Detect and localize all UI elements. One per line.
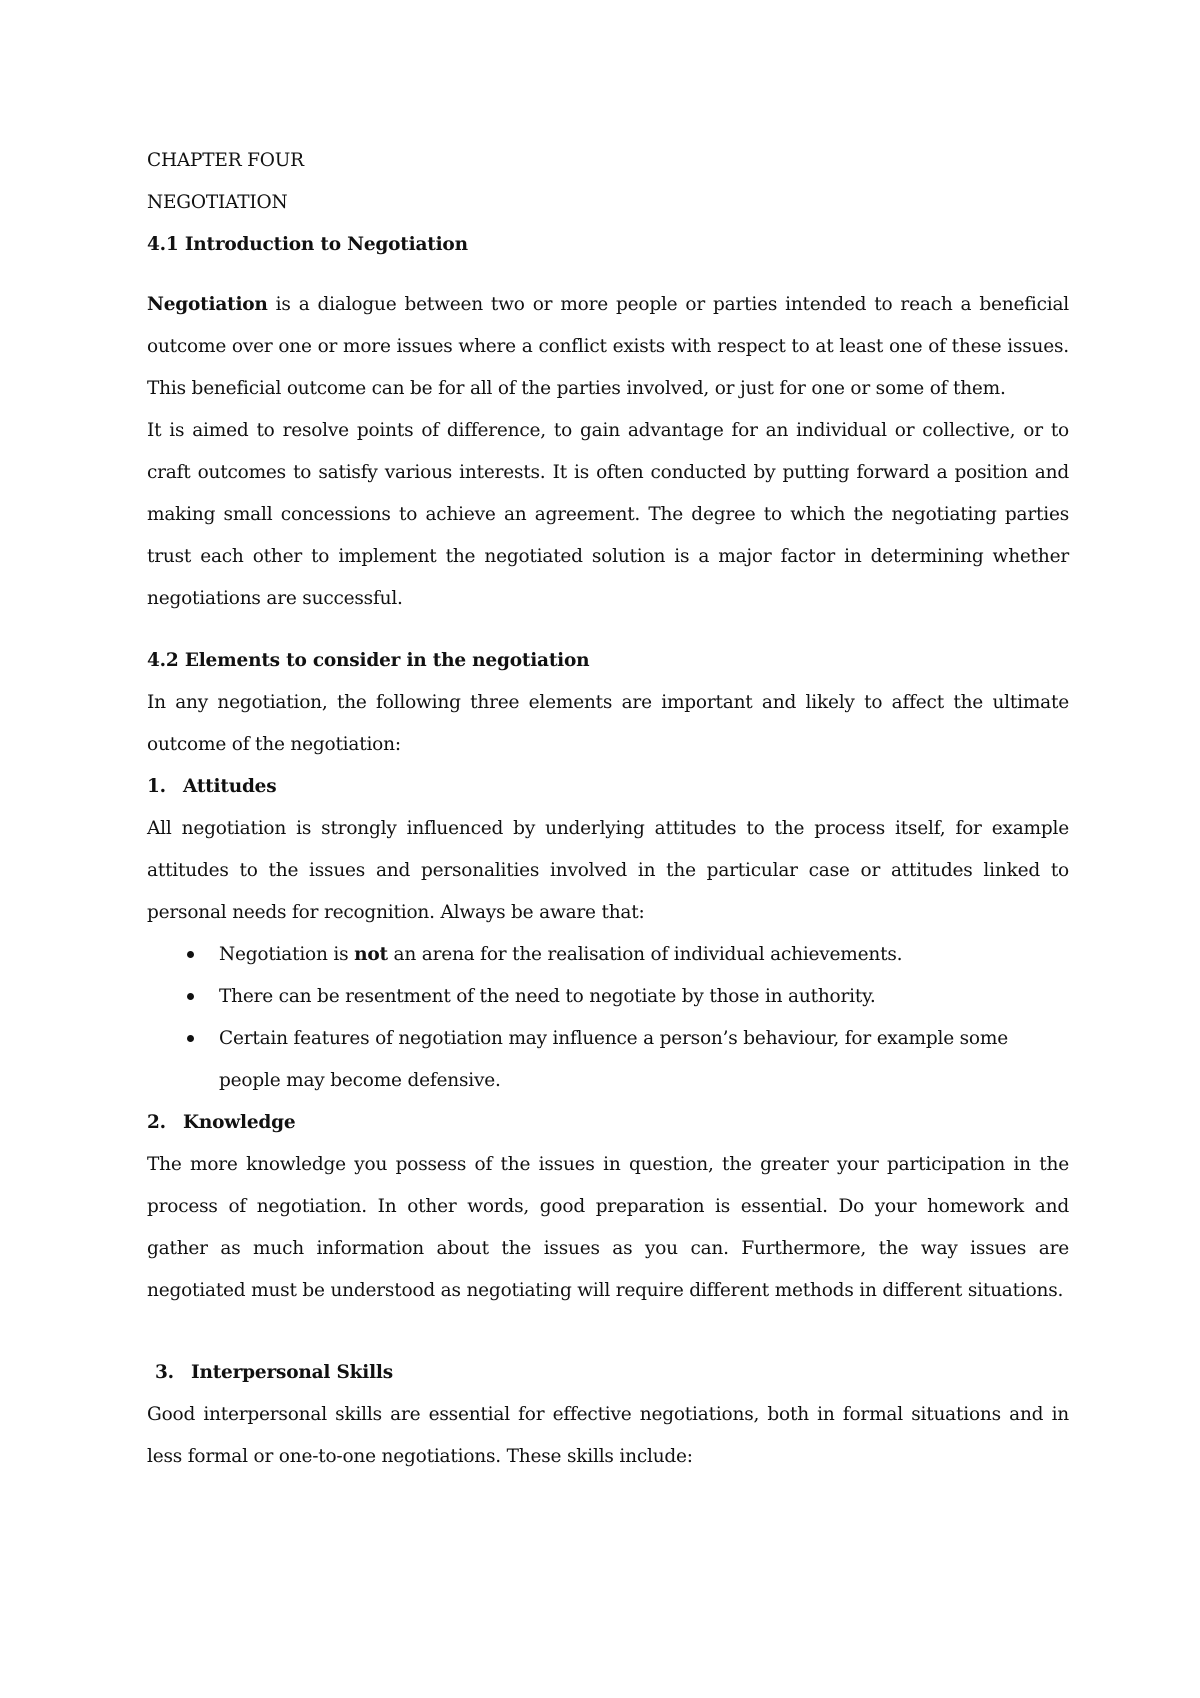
attitudes-heading xyxy=(147,766,1069,808)
knowledge-paragraph: The more knowledge you possess of the issues in question, the greater your participation in the process of negotiation. In other words, good preparation is essential. Do your homework and gather as much information about the issues as you can. Furthermore, the way issues are negotiated must be understood as negotiating will require different methods in different situations. xyxy=(147,1154,1069,1301)
bullet-icon xyxy=(187,951,194,958)
intro-paragraph-2: It is aimed to resolve points of difference, to gain advantage for an individual or collective, or to craft outcomes to satisfy various interests. It is often conducted by putting forward a position and making small concessions to achieve an agreement. The degree to which the negotiating parties trust each other to implement the negotiated solution is a major factor in determining whether negotiations are successful. xyxy=(147,420,1069,609)
section-4-1-heading: 4.1 Introduction to Negotiation xyxy=(147,234,468,255)
chapter-title: NEGOTIATION xyxy=(147,192,288,213)
list-item: There can be resentment of the need to negotiate by those in authority. xyxy=(147,976,1069,1018)
list-item: Certain features of negotiation may influence a person’s behaviour, for example some people may become defensive. xyxy=(147,1018,1069,1102)
knowledge-number: 2. xyxy=(147,1112,166,1133)
intro-paragraph-1-text: is a dialogue between two or more people or parties intended to reach a beneficial outcome over one or more issues where a conflict exists with respect to at least one of these issues. This beneficial outcome can be for all of the parties involved, or just for one or some of them. xyxy=(147,294,1069,399)
section-4-2-heading: 4.2 Elements to consider in the negotiation xyxy=(147,650,590,671)
interpersonal-title: Interpersonal Skills xyxy=(191,1362,393,1383)
list-item: Negotiation is not an arena for the realisation of individual achievements. xyxy=(147,934,1069,976)
interpersonal-number: 3. xyxy=(155,1362,174,1383)
knowledge-heading xyxy=(147,1102,1069,1144)
attitudes-title: Attitudes xyxy=(183,776,277,797)
knowledge-title: Knowledge xyxy=(183,1112,296,1133)
document-body xyxy=(147,140,1069,1478)
intro-paragraph-1 xyxy=(147,284,1069,410)
attitudes-number: 1. xyxy=(147,776,166,797)
bullet-icon xyxy=(187,1035,194,1042)
attitudes-bullet-list xyxy=(147,934,1069,1102)
attitudes-paragraph: All negotiation is strongly influenced by underlying attitudes to the process itself, for example attitudes to the issues and personalities involved in the particular case or attitudes linked to personal needs for recognition. Always be aware that: xyxy=(147,818,1069,923)
interpersonal-heading xyxy=(147,1352,1069,1394)
bullet-icon xyxy=(187,993,194,1000)
interpersonal-paragraph: Good interpersonal skills are essential for effective negotiations, both in formal situations and in less formal or one-to-one negotiations. These skills include: xyxy=(147,1404,1069,1467)
negotiation-term: Negotiation xyxy=(147,294,268,315)
chapter-label: CHAPTER FOUR xyxy=(147,150,304,171)
elements-intro-paragraph: In any negotiation, the following three elements are important and likely to affect the ultimate outcome of the negotiation: xyxy=(147,692,1069,755)
